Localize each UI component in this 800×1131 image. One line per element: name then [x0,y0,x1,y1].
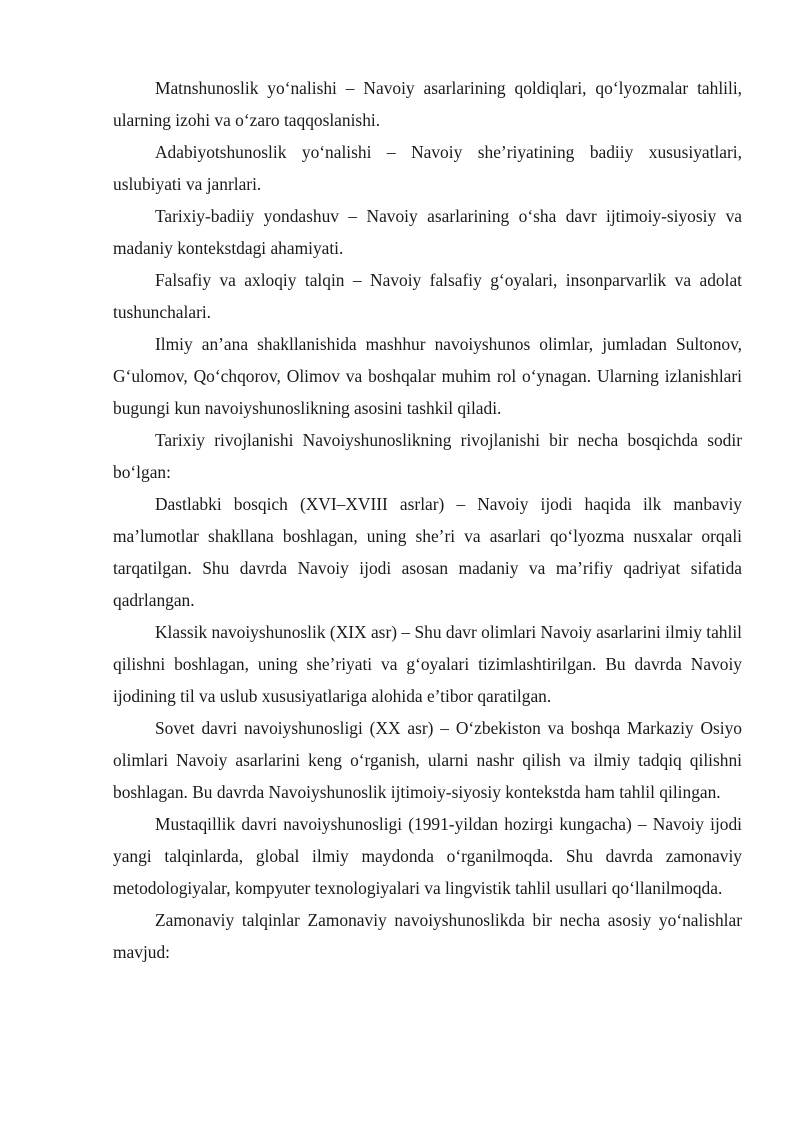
paragraph-historical-artistic: Tarixiy-badiiy yondashuv – Navoiy asarlarining o‘sha davr ijtimoiy-siyosiy va madaniy kontekstdagi ahamiyati. [113,206,742,258]
paragraph-literary-studies: Adabiyotshunoslik yo‘nalishi – Navoiy she’riyatining badiiy xususiyatlari, uslubiyati va janrlari. [113,142,742,194]
paragraph-classical-stage: Klassik navoiyshunoslik (XIX asr) – Shu davr olimlari Navoiy asarlarini ilmiy tahlil qilishni boshlagan, uning she’riyati va g‘oyalari tizimlashtirilgan. Bu davrda Navoiy ijodining til va uslub xususiyatlariga alohida e’tibor qaratilgan. [113,622,742,706]
paragraph-scientific-tradition: Ilmiy an’ana shakllanishida mashhur navoiyshunos olimlar, jumladan Sultonov, G‘ulomov, Qo‘chqorov, Olimov va boshqalar muhim rol o‘ynagan. Ularning izlanishlari bugungi kun navoiyshunoslikning asosini tashkil qiladi. [113,334,742,418]
paragraph-textology: Matnshunoslik yo‘nalishi – Navoiy asarlarining qoldiqlari, qo‘lyozmalar tahlili, ularning izohi va o‘zaro taqqoslanishi. [113,78,742,130]
paragraph-philosophical-moral: Falsafiy va axloqiy talqin – Navoiy falsafiy g‘oyalari, insonparvarlik va adolat tushunchalari. [113,270,742,322]
document-body [113,72,742,968]
paragraph-initial-stage: Dastlabki bosqich (XVI–XVIII asrlar) – Navoiy ijodi haqida ilk manbaviy ma’lumotlar shakllana boshlagan, uning she’ri va asarlari qo‘lyozma nusxalar orqali tarqatilgan. Shu davrda Navoiy ijodi asosan madaniy va ma’rifiy qadriyat sifatida qadrlangan. [113,494,742,610]
paragraph-soviet-stage: Sovet davri navoiyshunosligi (XX asr) – O‘zbekiston va boshqa Markaziy Osiyo olimlari Navoiy asarlarini keng o‘rganish, ularni nashr qilish va ilmiy tadqiq qilishni boshlagan. Bu davrda Navoiyshunoslik ijtimoiy-siyosiy kontekstda ham tahlil qilingan. [113,718,742,802]
paragraph-independence-stage: Mustaqillik davri navoiyshunosligi (1991-yildan hozirgi kungacha) – Navoiy ijodi yangi talqinlarda, global ilmiy maydonda o‘rganilmoqda. Shu davrda zamonaviy metodologiyalar, kompyuter texnologiyalari va lingvistik tahlil usullari qo‘llanilmoqda. [113,814,742,898]
paragraph-modern-interpretations: Zamonaviy talqinlar Zamonaviy navoiyshunoslikda bir necha asosiy yo‘nalishlar mavjud: [113,910,742,962]
paragraph-historical-development: Tarixiy rivojlanishi Navoiyshunoslikning rivojlanishi bir necha bosqichda sodir bo‘lgan: [113,430,742,482]
